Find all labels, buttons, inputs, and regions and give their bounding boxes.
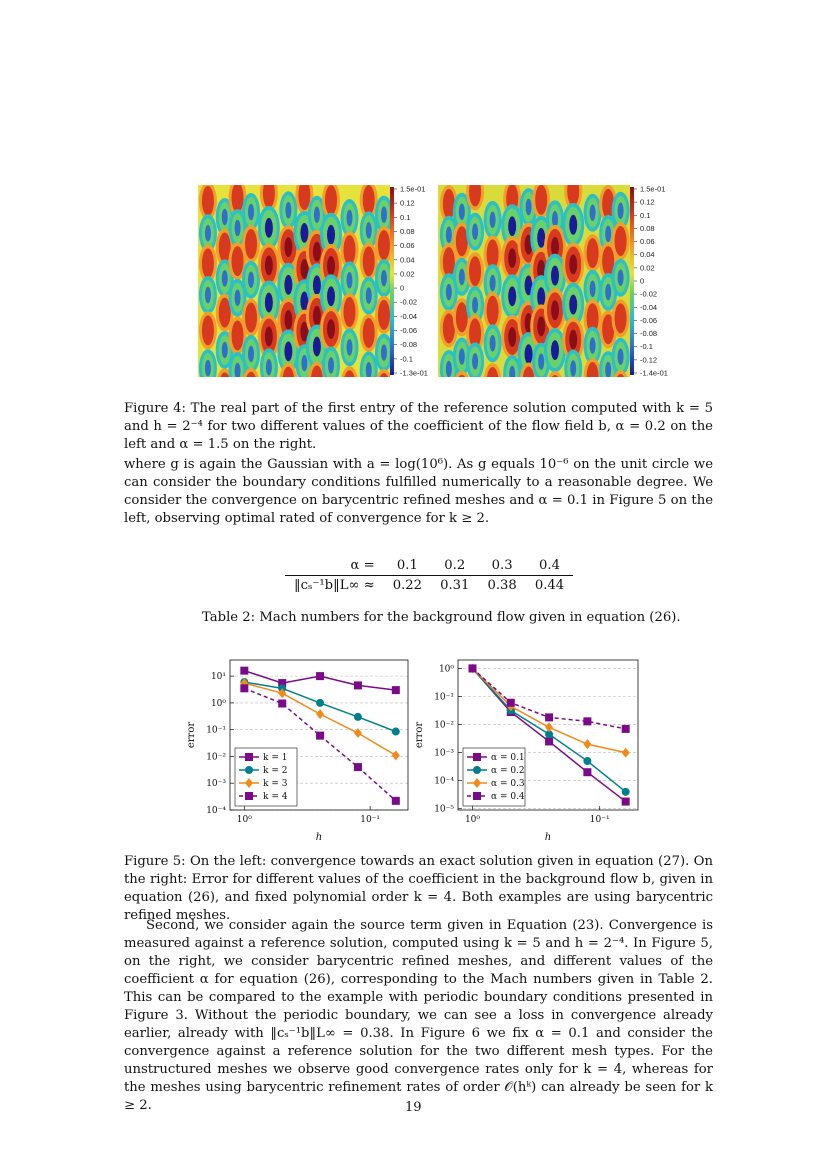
data-point (583, 768, 591, 776)
data-point (392, 728, 400, 736)
colorbar-label: -0.04 (400, 311, 418, 321)
data-point (507, 699, 515, 707)
heatmap-blob (284, 341, 292, 361)
heatmap-blob (552, 382, 558, 399)
figure5-left-chart (186, 652, 415, 847)
heatmap-blob (490, 335, 496, 352)
table-cell: 0.44 (534, 578, 565, 593)
data-point (622, 725, 630, 733)
heatmap-blob (618, 233, 624, 250)
legend-label: α = 0.3 (491, 779, 525, 789)
colorbar-label: -1.3e-01 (400, 368, 428, 378)
legend-label: α = 0.1 (491, 753, 525, 763)
y-tick-label: 10⁻⁴ (206, 806, 226, 816)
data-point (354, 713, 362, 721)
heatmap-blob (366, 253, 372, 270)
heatmap-blob (605, 284, 611, 301)
figure4-right-colorbar (630, 185, 680, 380)
heatmap-blob (313, 337, 321, 357)
colorbar-label: -0.08 (400, 340, 418, 350)
heatmap-blob (508, 327, 516, 347)
heatmap-blob (551, 300, 559, 320)
legend-label: α = 0.4 (491, 792, 525, 802)
heatmap-blob (590, 245, 596, 262)
data-point (545, 713, 553, 721)
heatmap-blob (248, 309, 254, 326)
y-tick-label: 10¹ (210, 672, 226, 683)
heatmap-blob (327, 319, 335, 339)
heatmap-blob (248, 236, 254, 253)
heatmap-blob (587, 362, 599, 392)
data-point (473, 766, 481, 774)
data-point (473, 753, 481, 761)
heatmap-blob (205, 287, 211, 304)
heatmap-blob (381, 380, 387, 397)
data-point (354, 681, 362, 689)
heatmap-blob (605, 362, 611, 379)
heatmap-blob (284, 275, 292, 295)
heatmap-blob (509, 366, 515, 383)
heatmap-blob (284, 237, 292, 257)
data-point (583, 757, 591, 765)
heatmap-blob (618, 381, 624, 398)
heatmap-blob (569, 330, 577, 350)
colorbar-label: 0.1 (400, 212, 411, 222)
data-point (245, 766, 253, 774)
heatmap-blob (235, 290, 241, 307)
heatmap-blob (446, 227, 452, 244)
data-point (392, 797, 400, 805)
heatmap-blob (618, 269, 624, 286)
heatmap-blob (248, 346, 254, 363)
heatmap-blob (459, 203, 465, 220)
heatmap-blob (569, 215, 577, 235)
data-point (278, 699, 286, 707)
colorbar-label: -0.12 (640, 355, 658, 365)
heatmap-blob (381, 270, 387, 287)
series-k-1 (240, 667, 399, 694)
table-cell: 0.22 (392, 578, 423, 593)
colorbar-label: -0.1 (400, 354, 413, 364)
y-tick-label: 10⁻³ (434, 748, 454, 759)
heatmap-blob (205, 193, 211, 210)
table-mach-numbers (285, 556, 573, 595)
colorbar-label: -0.02 (640, 289, 658, 299)
heatmap-blob (569, 295, 577, 315)
heatmap-blob (605, 253, 611, 270)
heatmap-blob (590, 337, 596, 354)
heatmap-blob (459, 309, 465, 326)
data-point (316, 672, 324, 680)
heatmap-blob (301, 187, 307, 204)
heatmap-blob (472, 353, 478, 370)
heatmap-blob (366, 192, 372, 209)
table-row-label-mach: ‖cₛ⁻¹b‖L∞ ≈ (294, 578, 375, 593)
heatmap-blob (328, 357, 334, 374)
heatmap-blob (490, 246, 496, 263)
heatmap-blob (313, 306, 321, 326)
y-tick-label: 10⁻⁵ (434, 804, 454, 815)
heatmap-blob (301, 355, 307, 372)
colorbar-label: 0 (640, 276, 645, 286)
heatmap-blob (508, 286, 516, 306)
x-axis-label: h (315, 832, 323, 843)
heatmap-blob (344, 370, 356, 400)
heatmap-blob (266, 359, 272, 376)
heatmap-blob (508, 248, 516, 268)
data-point (583, 717, 591, 725)
heatmap-blob (235, 189, 241, 206)
colorbar-label: -0.02 (400, 297, 418, 307)
heatmap-blob (266, 185, 272, 202)
heatmap-blob (314, 372, 320, 389)
colorbar-label: 1.5e-01 (400, 184, 426, 194)
data-point (622, 788, 630, 796)
heatmap-blob (235, 220, 241, 237)
heatmap-blob (459, 233, 465, 250)
heatmap-blob (490, 275, 496, 292)
y-tick-label: 10⁰ (210, 698, 226, 709)
data-point (622, 748, 630, 758)
series-line (244, 683, 395, 755)
heatmap-blob (222, 342, 228, 359)
figure5-right-chart (414, 652, 655, 847)
colorbar-label: -0.06 (640, 315, 658, 325)
heatmap-blob (459, 269, 465, 286)
heatmap-blob (538, 192, 544, 209)
legend-label: α = 0.2 (491, 766, 525, 776)
legend-label: k = 3 (263, 779, 288, 789)
heatmap-blob (490, 212, 496, 229)
heatmap-blob (248, 378, 254, 395)
y-tick-label: 10⁰ (438, 664, 454, 675)
heatmap-blob (205, 225, 211, 242)
x-axis-label: h (544, 832, 552, 843)
paragraph-gaussian: where g is again the Gaussian with a = log(10⁶). As g equals 10⁻⁶ on the unit circle we can consider the boundary conditions fulfilled numerically to a reasonable degree. We consider the convergence on barycentric refined meshes and α = 0.1 in Figure 5 on the left, observing optimal rated of convergence for k ≥ 2. (124, 457, 713, 526)
heatmap-blob (248, 271, 254, 288)
heatmap-blob (311, 365, 323, 395)
heatmap-blob (472, 325, 478, 342)
heatmap-blob (537, 316, 545, 336)
heatmap-blob (300, 223, 308, 243)
heatmap-blob (222, 379, 228, 396)
heatmap-blob (381, 206, 387, 223)
heatmap-blob (525, 344, 533, 364)
data-point (473, 792, 481, 800)
colorbar-label: 0.1 (640, 210, 651, 220)
colorbar-label: -0.08 (640, 329, 658, 339)
colorbar-label: 0.04 (640, 250, 655, 260)
data-point (240, 667, 248, 675)
y-tick-label: 10⁻³ (206, 779, 226, 790)
colorbar-label: 0.08 (400, 226, 415, 236)
colorbar-label: 0.08 (640, 223, 655, 233)
heatmap-blob (366, 222, 372, 239)
heatmap-blob (265, 255, 273, 275)
colorbar-label: 0.04 (400, 255, 415, 265)
legend-label: k = 2 (263, 766, 288, 776)
heatmap-blob (523, 367, 535, 397)
heatmap-blob (472, 223, 478, 240)
figure4-right-heatmap (438, 185, 630, 377)
colorbar-label: 0 (400, 283, 405, 293)
heatmap-blob (248, 204, 254, 221)
y-axis-label: error (414, 721, 425, 749)
data-point (545, 722, 553, 732)
heatmap-blob (313, 275, 321, 295)
colorbar-label: 0.06 (640, 237, 655, 247)
data-point (316, 732, 324, 740)
heatmap-blob (314, 206, 320, 223)
y-axis-label: error (186, 721, 197, 749)
heatmap-blob (472, 183, 478, 200)
heatmap-blob (366, 325, 372, 342)
colorbar-label: -1.4e-01 (640, 368, 668, 378)
heatmap-blob (327, 225, 335, 245)
heatmap-blob (605, 196, 611, 213)
heatmap-blob (526, 373, 532, 390)
heatmap-blob (235, 253, 241, 270)
colorbar-label: -0.1 (640, 342, 653, 352)
heatmap-blob (618, 310, 624, 327)
heatmap-blob (490, 374, 496, 391)
heatmap-blob (235, 363, 241, 380)
heatmap-blob (327, 286, 335, 306)
heatmap-blob (282, 367, 294, 397)
data-point (316, 709, 324, 719)
heatmap-blob (446, 284, 452, 301)
heatmap-blob (590, 369, 596, 386)
heatmap-blob (381, 344, 387, 361)
heatmap-blob (618, 349, 624, 366)
heatmap-blob (526, 199, 532, 216)
x-tick-label: 10⁰ (236, 815, 252, 825)
heatmap-blob (537, 287, 545, 307)
series-k-2 (240, 678, 399, 736)
heatmap-blob (487, 367, 499, 397)
data-point (392, 750, 400, 760)
table-cell: 0.38 (487, 578, 517, 593)
heatmap-blob (366, 287, 372, 304)
table2-caption: Table 2: Mach numbers for the background flow given in equation (26). (202, 610, 681, 625)
data-point (622, 798, 630, 806)
heatmap-blob (537, 228, 545, 248)
heatmap-blob (328, 192, 334, 209)
heatmap-blob (222, 304, 228, 321)
data-point (392, 686, 400, 694)
heatmap-blob (284, 310, 292, 330)
heatmap-blob (313, 242, 321, 262)
heatmap-blob (285, 373, 291, 390)
heatmap-blob (538, 353, 544, 370)
y-tick-label: 10⁻¹ (434, 692, 454, 703)
heatmap-blob (381, 237, 387, 254)
y-tick-label: 10⁻² (434, 720, 454, 731)
heatmap-blob (472, 297, 478, 314)
heatmap-blob (569, 255, 577, 275)
heatmap-blob (327, 256, 335, 276)
heatmap-blob (366, 362, 372, 379)
table-row-label-alpha: α = (285, 556, 384, 576)
legend-label: k = 4 (263, 792, 288, 802)
heatmap-blob (265, 327, 273, 347)
data-point (316, 699, 324, 707)
x-tick-label: 10⁻¹ (360, 815, 381, 825)
heatmap-blob (508, 216, 516, 236)
data-point (545, 737, 553, 745)
heatmap-blob (347, 242, 353, 259)
colorbar-label: 0.12 (400, 198, 415, 208)
heatmap-blob (605, 321, 611, 338)
heatmap-blob (347, 377, 353, 394)
heatmap-blob (551, 266, 559, 286)
heatmap-blob (347, 304, 353, 321)
heatmap-blob (378, 373, 390, 403)
table-cell: 0.31 (440, 578, 470, 593)
heatmap-blob (265, 218, 273, 238)
heatmap-blob (459, 381, 465, 398)
page-number: 19 (405, 1100, 422, 1115)
heatmap-blob (222, 270, 228, 287)
heatmap-blob (285, 202, 291, 219)
legend-label: k = 1 (263, 753, 288, 763)
y-tick-label: 10⁻² (206, 752, 226, 763)
heatmap-blob (347, 272, 353, 289)
data-point (354, 763, 362, 771)
colorbar-label: 1.5e-01 (640, 184, 666, 194)
heatmap-blob (265, 293, 273, 313)
heatmap-blob (245, 372, 257, 402)
colorbar-label: -0.06 (400, 326, 418, 336)
data-point (245, 792, 253, 800)
x-tick-label: 10⁻¹ (589, 815, 610, 825)
heatmap-blob (381, 307, 387, 324)
table-cell: 0.3 (478, 556, 525, 576)
data-point (245, 753, 253, 761)
heatmap-blob (551, 340, 559, 360)
figure5-caption: Figure 5: On the left: convergence towards an exact solution given in equation (27). On the right: Error for different values of the coefficient in the background flow b, given in equation (26), and fixed polynomial order k = 4. Both examples are using barycentric refined meshes. (124, 854, 713, 923)
heatmap-blob (618, 203, 624, 220)
colorbar-label: 0.02 (400, 269, 415, 279)
heatmap-blob (219, 372, 231, 402)
heatmap-blob (446, 361, 452, 378)
heatmap-blob (222, 209, 228, 226)
heatmap-blob (205, 360, 211, 377)
figure4-caption: Figure 4: The real part of the first entry of the reference solution computed with k = 5 and h = 2⁻⁴ for two different values of the coefficient of the flow field b, α = 0.2 on the left and α = 1.5 on the right. (124, 401, 713, 452)
colorbar-label: 0.06 (400, 241, 415, 251)
heatmap-blob (590, 281, 596, 298)
x-tick-label: 10⁰ (464, 815, 481, 825)
heatmap-blob (459, 348, 465, 365)
heatmap-blob (235, 327, 241, 344)
table-cell: 0.2 (431, 556, 478, 576)
heatmap-blob (490, 303, 496, 320)
figure4-left-heatmap (198, 185, 390, 377)
heatmap-blob (570, 360, 576, 377)
heatmap-blob (446, 196, 452, 213)
y-tick-label: 10⁻⁴ (434, 776, 454, 787)
colorbar-label: -0.04 (640, 302, 658, 312)
colorbar-label: 0.12 (640, 197, 655, 207)
heatmap-blob (347, 339, 353, 356)
table-cell: 0.1 (384, 556, 431, 576)
heatmap-blob (590, 205, 596, 222)
heatmap-blob (222, 239, 228, 256)
y-tick-label: 10⁻¹ (206, 725, 226, 736)
data-point (240, 684, 248, 692)
heatmap-blob (605, 226, 611, 243)
data-point (583, 739, 591, 749)
heatmap-blob (446, 254, 452, 271)
heatmap-blob (472, 263, 478, 280)
table-cell: 0.4 (526, 556, 573, 576)
data-point (468, 664, 476, 672)
figure4-left-colorbar (390, 185, 440, 380)
heatmap-blob (205, 322, 211, 339)
heatmap-blob (347, 210, 353, 227)
heatmap-blob (446, 320, 452, 337)
paragraph-convergence: Second, we consider again the source term given in Equation (23). Convergence is measured against a reference solution, computed using k = 5 and h = 2⁻⁴. In Figure 5, on the right, we consider barycentric refined meshes, and different values of the coefficient α for equation (26), corresponding to the Mach numbers given in Table 2. This can be compared to the example with periodic boundary conditions presented in Figure 3. Without the periodic boundary, we can see a loss in convergence already earlier, already with ‖cₛ⁻¹b‖L∞ = 0.38. In Figure 6 we fix α = 0.1 and consider the convergence against a reference solution for the two different mesh types. For the unstructured meshes we observe good convergence rates only for k = 4, whereas for the meshes using barycentric refinement rates of order 𝒪(hᵏ) can already be seen for k ≥ 2. (124, 918, 713, 1113)
heatmap-blob (205, 255, 211, 272)
heatmap-blob (590, 310, 596, 327)
heatmap-blob (570, 183, 576, 200)
colorbar-label: 0.02 (640, 263, 655, 273)
